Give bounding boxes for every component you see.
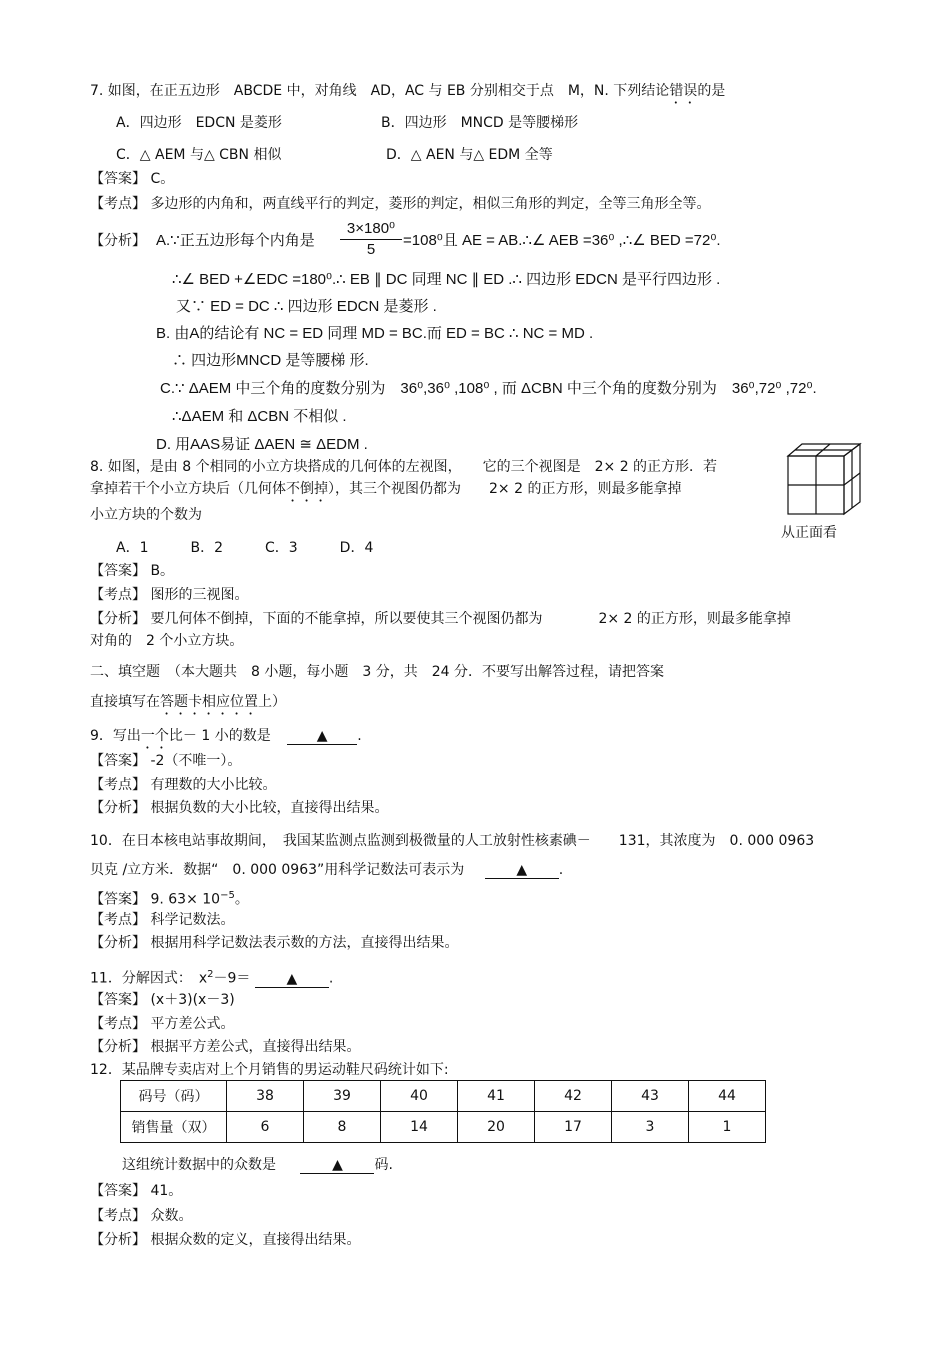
q11-kaodian: 【考点】 平方差公式。 bbox=[90, 1016, 235, 1032]
q7-fenxi-line4: B. 由A的结论有 NC = ED 同理 MD = BC.而 ED = BC ∴ NC = MD . bbox=[156, 325, 594, 342]
q8-fenxi-line1: 【分析】 要几何体不倒掉，下面的不能拿掉，所以要使其三个视图仍都为 2× 2 的正方形，则最多能拿掉 bbox=[90, 611, 791, 627]
q9-answer-blank[interactable] bbox=[287, 728, 357, 745]
shoe-size-table bbox=[120, 1080, 766, 1143]
table-cell: 44 bbox=[689, 1081, 766, 1112]
q7-fenxi-line5: ∴ 四边形MNCD 是等腰梯 形. bbox=[172, 352, 369, 369]
table-cell: 39 bbox=[304, 1081, 381, 1112]
q10-fenxi: 【分析】 根据用科学记数法表示数的方法，直接得出结果。 bbox=[90, 935, 459, 951]
triangle-icon: ▲ bbox=[332, 1157, 343, 1173]
q12-answer-blank[interactable] bbox=[300, 1157, 374, 1174]
triangle-icon: ▲ bbox=[516, 862, 528, 878]
row-label-sales: 销售量（双） bbox=[121, 1112, 227, 1143]
q12-stem: 12．某品牌专卖店对上个月销售的男运动鞋尺码统计如下: bbox=[90, 1062, 449, 1078]
section2-instruction: 直接填写在答题卡相应位置上） bbox=[90, 694, 286, 710]
q7-fenxi-label: 【分析】 bbox=[90, 233, 146, 249]
q7-fenxi-a-post: =108⁰且 AE = AB.∴∠ AEB =36⁰ ,∴∠ BED =72⁰. bbox=[403, 232, 721, 249]
q8-stem-line3: 小立方块的个数为 bbox=[90, 507, 202, 523]
q11-fenxi: 【分析】 根据平方差公式，直接得出结果。 bbox=[90, 1039, 361, 1055]
q7-fenxi-line6: C.∵ ΔAEM 中三个角的度数分别为 36⁰,36⁰ ,108⁰ , 而 ΔCBN 中三个角的度数分别为 36⁰,72⁰ ,72⁰. bbox=[160, 380, 817, 397]
table-cell: 38 bbox=[227, 1081, 304, 1112]
table-cell: 3 bbox=[612, 1112, 689, 1143]
q8-stem-line2: 拿掉若干个小立方块后（几何体不倒掉），其三个视图仍都为 2× 2 的正方形，则最多能拿掉 bbox=[90, 481, 682, 497]
q7-option-b: B．四边形 MNCD 是等腰梯形 bbox=[381, 115, 579, 131]
table-cell: 6 bbox=[227, 1112, 304, 1143]
q11-answer: 【答案】 (x＋3)(x－3) bbox=[90, 992, 235, 1008]
cube-figure bbox=[786, 442, 864, 518]
q11-answer-blank[interactable] bbox=[255, 971, 329, 988]
table-cell: 8 bbox=[304, 1112, 381, 1143]
q10-stem-line2: 贝克 /立方米．数据“ 0. 000 0963”用科学记数法可表示为 ▲ . bbox=[90, 862, 564, 878]
q7-fenxi-line2: ∴∠ BED +∠EDC =180⁰.∴ EB ∥ DC 同理 NC ∥ ED .∴ 四边形 EDCN 是平行四边形 . bbox=[172, 271, 721, 288]
triangle-icon: ▲ bbox=[316, 728, 328, 744]
q7-stem: 7. 如图，在正五边形 ABCDE 中，对角线 AD，AC 与 EB 分别相交于点 M，N. 下列结论错误的是 bbox=[90, 83, 726, 99]
table-cell: 41 bbox=[458, 1081, 535, 1112]
table-cell: 17 bbox=[535, 1112, 612, 1143]
section2-heading: 二、填空题 （本大题共 8 小题，每小题 3 分，共 24 分．不要写出解答过程，请把答案 bbox=[90, 664, 664, 680]
q7-option-a: A．四边形 EDCN 是菱形 bbox=[116, 115, 282, 131]
q7-option-c: C．△ AEM 与△ CBN 相似 bbox=[116, 147, 282, 163]
q10-stem-line1: 10．在日本核电站事故期间， 我国某监测点监测到极微量的人工放射性核素碘－ 131，其浓度为 0. 000 0963 bbox=[90, 833, 815, 849]
q7-fraction bbox=[340, 219, 402, 260]
q12-fenxi: 【分析】 根据众数的定义，直接得出结果。 bbox=[90, 1232, 361, 1248]
table-row bbox=[121, 1081, 766, 1112]
fraction-denominator: 5 bbox=[366, 241, 376, 258]
q7-fenxi-a-pre: A.∵正五边形每个内角是 bbox=[156, 232, 315, 249]
table-cell: 20 bbox=[458, 1112, 535, 1143]
q10-answer: 【答案】 9. $63\times 10^{-5}$。 bbox=[90, 890, 249, 908]
q8-kaodian: 【考点】 图形的三视图。 bbox=[90, 587, 249, 603]
q7-kaodian: 【考点】 多边形的内角和，两直线平行的判定，菱形的判定，相似三角形的判定，全等三角形全等。 bbox=[90, 196, 711, 212]
row-label-size: 码号（码） bbox=[121, 1081, 227, 1112]
q10-kaodian: 【考点】 科学记数法。 bbox=[90, 912, 235, 928]
table-cell: 1 bbox=[689, 1112, 766, 1143]
q7-fenxi-line8: D. 用AAS易证 ΔAEN ≅ ΔEDM . bbox=[156, 436, 368, 453]
fraction-numerator: 3×180⁰ bbox=[340, 219, 402, 240]
q12-answer: 【答案】 41。 bbox=[90, 1183, 183, 1199]
q9-fenxi: 【分析】 根据负数的大小比较，直接得出结果。 bbox=[90, 800, 389, 816]
triangle-icon: ▲ bbox=[286, 970, 298, 987]
q12-kaodian: 【考点】 众数。 bbox=[90, 1208, 193, 1224]
q8-stem-line1: 8. 如图，是由 8 个相同的小立方块搭成的几何体的左视图， 它的三个视图是 2× 2 的正方形．若 bbox=[90, 459, 718, 475]
q11-stem: 11．分解因式： $x^2-9=$ ▲ . bbox=[90, 969, 334, 987]
q9-kaodian: 【考点】 有理数的大小比较。 bbox=[90, 777, 277, 793]
q7-answer: 【答案】 C。 bbox=[90, 171, 175, 187]
table-cell: 42 bbox=[535, 1081, 612, 1112]
q7-option-d: D．△ AEN 与△ EDM 全等 bbox=[386, 147, 553, 163]
table-row bbox=[121, 1112, 766, 1143]
q9-answer: 【答案】 -2（不唯一）。 bbox=[90, 753, 242, 769]
q7-fenxi-line7: ∴ΔAEM 和 ΔCBN 不相似 . bbox=[172, 408, 347, 425]
table-cell: 14 bbox=[381, 1112, 458, 1143]
table-cell: 40 bbox=[381, 1081, 458, 1112]
q8-options: A．1 B．2 C．3 D．4 bbox=[116, 540, 374, 556]
table-cell: 43 bbox=[612, 1081, 689, 1112]
q7-fenxi-line3: 又∵ ED = DC ∴ 四边形 EDCN 是菱形 . bbox=[176, 298, 437, 315]
q10-answer-blank[interactable] bbox=[485, 862, 559, 879]
cube-caption: 从正面看 bbox=[781, 525, 837, 541]
q8-answer: 【答案】 B。 bbox=[90, 563, 175, 579]
q8-fenxi-line2: 对角的 2 个小立方块。 bbox=[90, 633, 244, 649]
q9-stem: 9．写出一个比－ 1 小的数是 ▲ . bbox=[90, 728, 362, 744]
q12-question: 这组统计数据中的众数是 ▲ 码. bbox=[122, 1157, 393, 1173]
